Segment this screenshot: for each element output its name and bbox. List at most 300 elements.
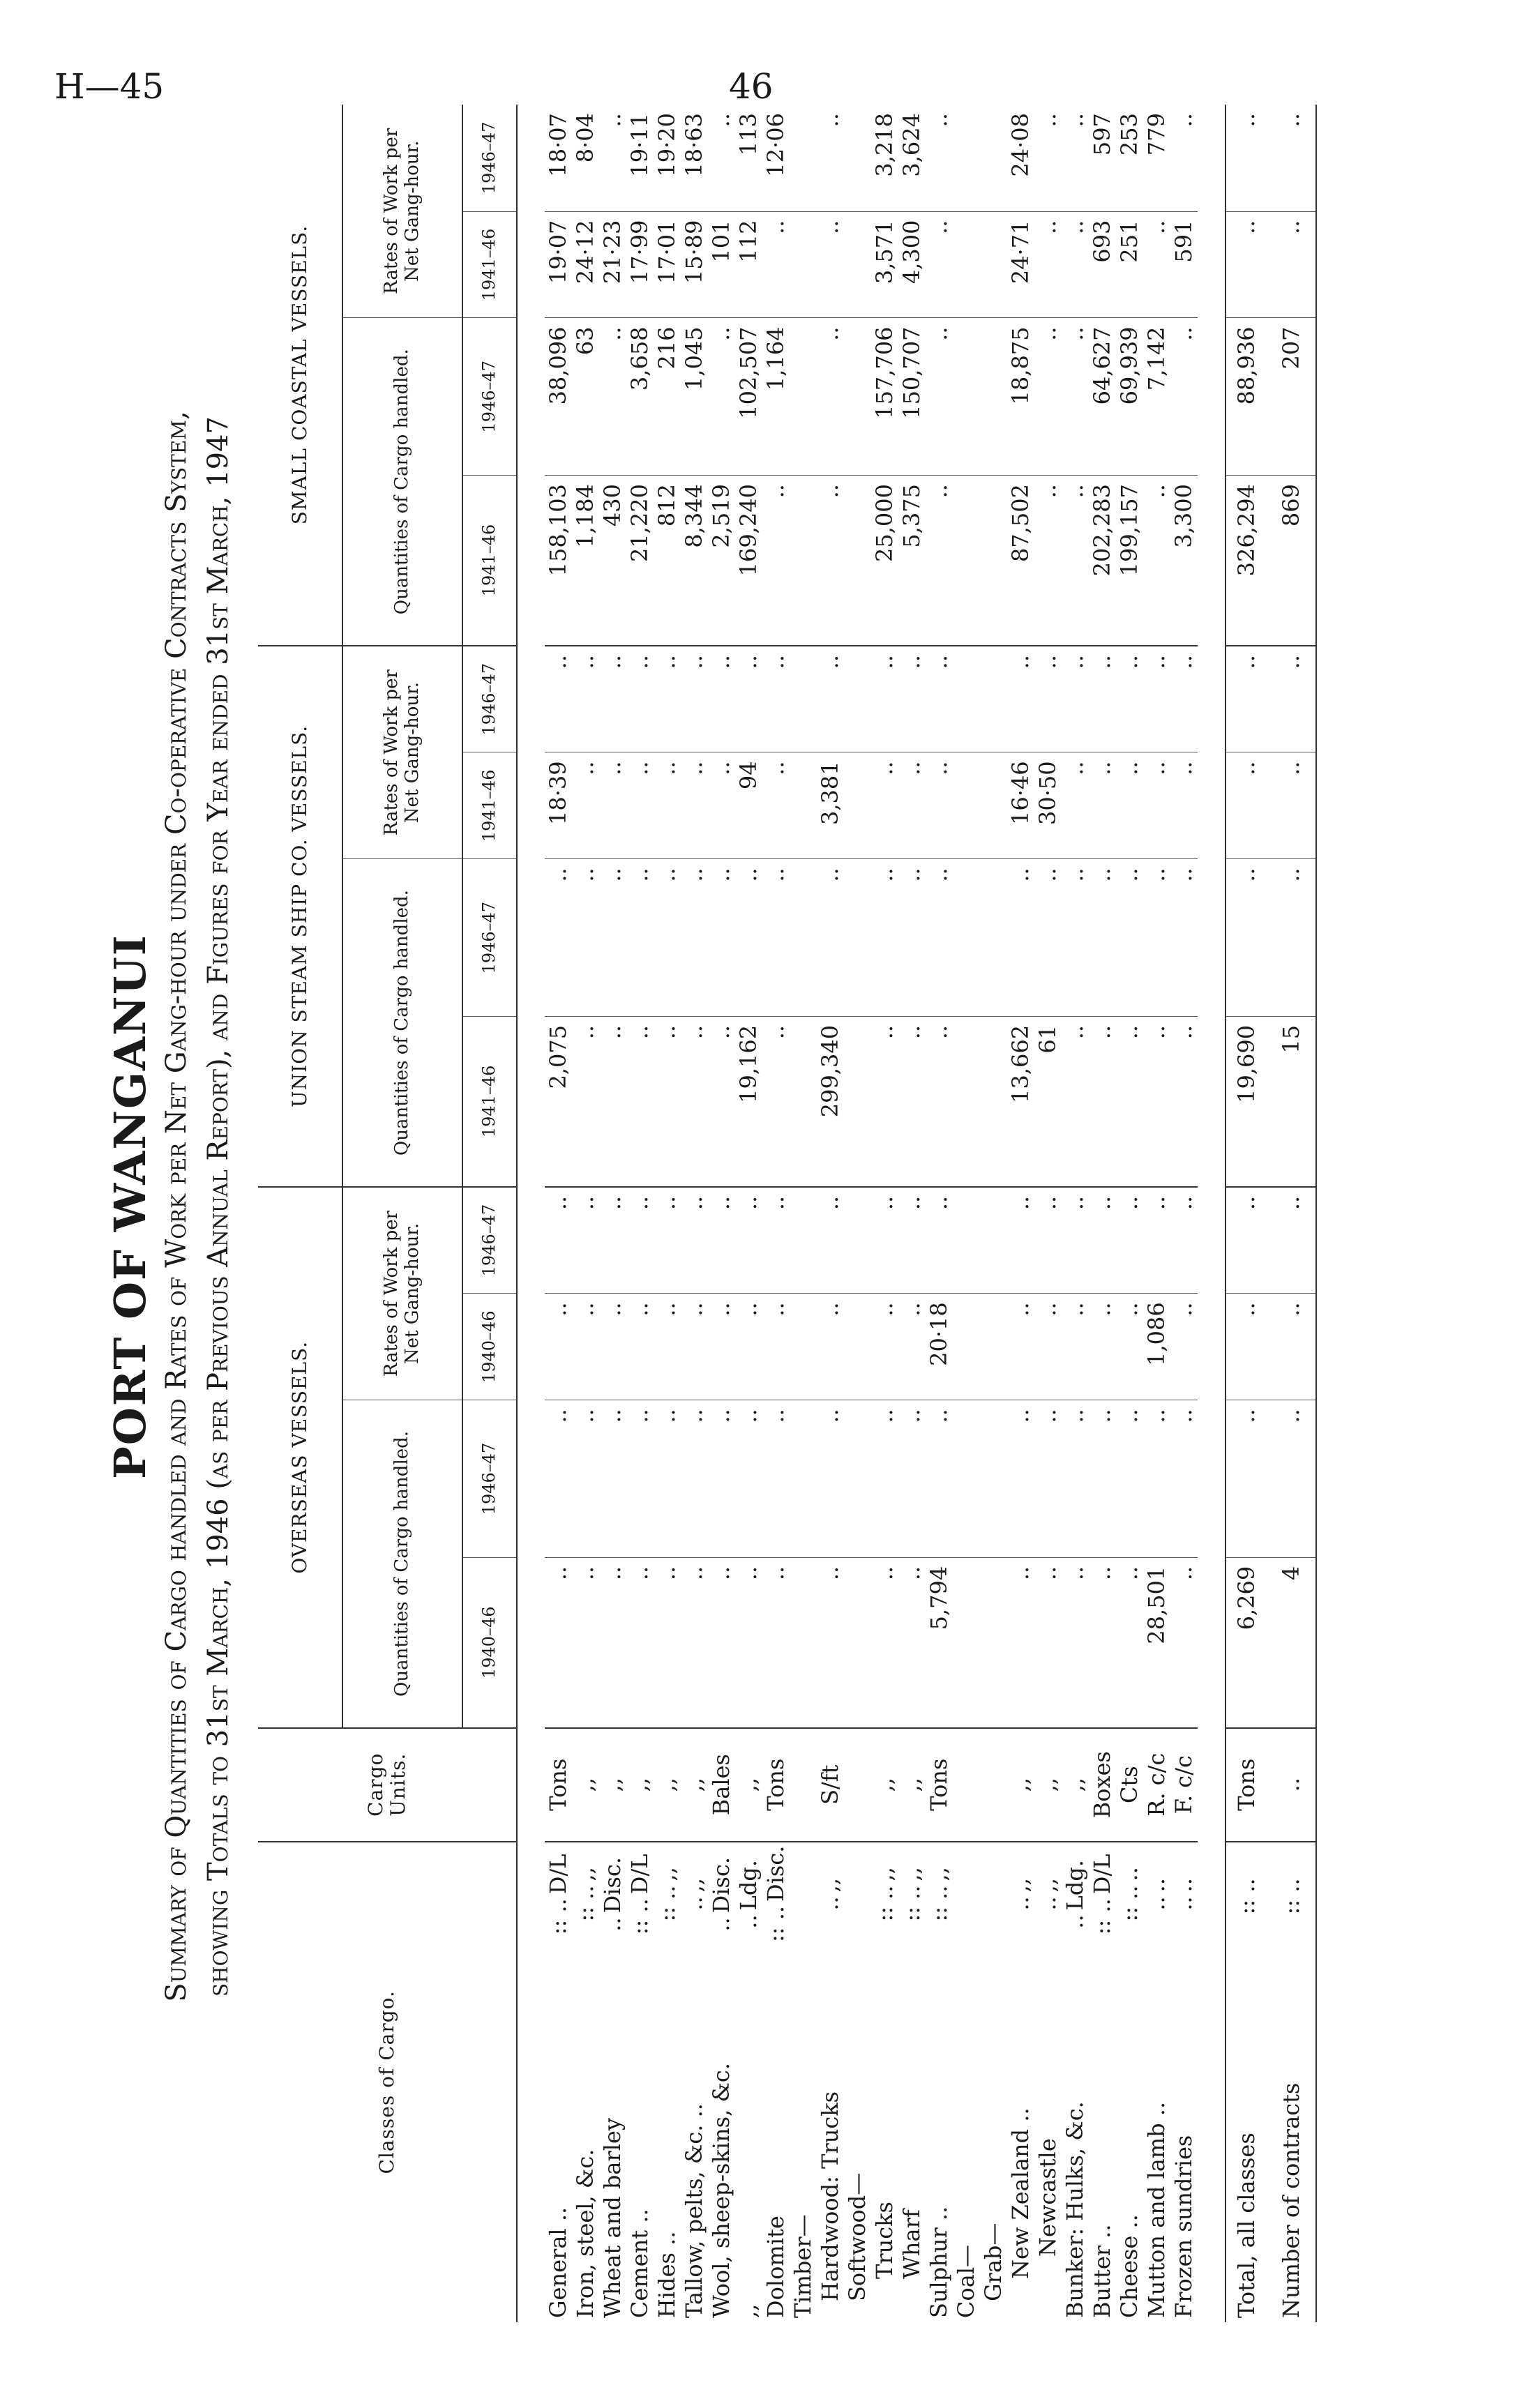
value-cell-ovq2: ..	[545, 1400, 572, 1558]
value-cell-usq1: ..	[599, 1016, 626, 1186]
value-cell-usr1: 30·50	[1034, 752, 1062, 859]
value-cell-ovq1: ..	[1170, 1557, 1198, 1727]
cargo-unit: ,,	[572, 1728, 599, 1842]
value-cell-scq1: 430	[599, 476, 626, 646]
handling-mode	[926, 1842, 953, 1946]
value-cell-scr2: 18·63	[681, 105, 708, 211]
leader-dots: ..	[1170, 1896, 1197, 1911]
value-cell-scq1	[980, 476, 1007, 646]
cargo-class-label: Softwood—	[844, 2172, 870, 2301]
value-cell-ovr1: 20·18	[926, 1294, 953, 1400]
cargo-class-label: Iron, steel, &c.	[572, 2149, 598, 2318]
value-cell-usq2: ..	[1225, 859, 1267, 1017]
value-cell-scq1: ..	[1062, 476, 1089, 646]
value-cell-usq2: ..	[926, 859, 953, 1017]
value-cell-ovq1: 6,269	[1225, 1557, 1267, 1727]
cargo-unit: F. c/c	[1170, 1728, 1198, 1842]
value-cell-ovr1: ..	[898, 1294, 926, 1400]
value-cell-usq1: ..	[898, 1016, 926, 1186]
value-cell-usr1: ..	[1170, 752, 1198, 859]
value-cell-scr2: 597	[1089, 105, 1116, 211]
handling-mode	[1143, 1842, 1170, 1946]
handling-mode	[1062, 1842, 1089, 1946]
value-cell-usq2: ..	[871, 859, 898, 1017]
cargo-class-label: Grab—	[980, 2223, 1006, 2301]
value-cell-scq1: ..	[762, 476, 790, 646]
value-cell-usr2: ..	[817, 646, 844, 752]
value-cell-ovr2: ..	[654, 1187, 681, 1294]
value-cell-ovq1: ..	[1034, 1557, 1062, 1727]
value-cell-scr2: 12·06	[762, 105, 790, 211]
value-cell-usq1: ..	[1116, 1016, 1143, 1186]
value-cell-ovq2: ..	[926, 1400, 953, 1558]
handling-mode	[1170, 1842, 1198, 1946]
value-cell-usr1: ..	[654, 752, 681, 859]
value-cell-ovr2: ..	[1062, 1187, 1089, 1294]
value-cell-scq2: 63	[572, 318, 599, 476]
value-cell-ovq1: ..	[817, 1557, 844, 1727]
value-cell-ovq2	[980, 1400, 1007, 1558]
handling-mode	[708, 1842, 735, 1946]
value-cell-ovq2: ..	[1143, 1400, 1170, 1558]
value-cell-ovq2	[953, 1400, 980, 1558]
total-row	[1225, 105, 1267, 2322]
value-cell-usq1: ..	[1062, 1016, 1089, 1186]
value-cell-ovr2: ..	[871, 1187, 898, 1294]
value-cell-usr1: ..	[599, 752, 626, 859]
value-cell-ovq2: ..	[1062, 1400, 1089, 1558]
value-cell-scr1: 24·12	[572, 211, 599, 318]
cargo-class-label: Cheese ..	[1116, 2214, 1142, 2318]
value-cell-ovr1: ..	[599, 1294, 626, 1400]
value-cell-scq1	[790, 476, 817, 646]
value-cell-usq1	[980, 1016, 1007, 1186]
handling-mode-value: Disc.	[708, 1856, 734, 1914]
cargo-unit	[953, 1728, 980, 1842]
cargo-class-label: Coal—	[953, 2244, 979, 2318]
value-cell-scq1: 2,519	[708, 476, 735, 646]
value-cell-scq1: 1,184	[572, 476, 599, 646]
cargo-unit: ,,	[1034, 1728, 1062, 1842]
cargo-class-label: Total, all classes	[1225, 1946, 1267, 2322]
value-cell-usq2: ..	[599, 859, 626, 1017]
value-cell-scq2: ..	[708, 318, 735, 476]
cargo-class-label: Bunker: Hulks, &c.	[1062, 2101, 1088, 2318]
value-cell-scq2: 64,627	[1089, 318, 1116, 476]
value-cell-ovr1: 1,086	[1143, 1294, 1170, 1400]
value-cell-usq1: 15	[1267, 1016, 1316, 1186]
value-cell-usq2	[844, 859, 871, 1017]
table-row	[844, 105, 871, 2322]
year-header: 1946–47	[462, 859, 517, 1017]
value-cell-usq1	[844, 1016, 871, 1186]
value-cell-usq2: ..	[545, 859, 572, 1017]
table-row	[545, 105, 572, 2322]
value-cell-ovr2: ..	[1116, 1187, 1143, 1294]
value-cell-scq2: 207	[1267, 318, 1316, 476]
value-cell-scq2	[980, 318, 1007, 476]
table-row	[1062, 105, 1089, 2322]
handling-mode	[1034, 1842, 1062, 1946]
value-cell-scr1: 24·71	[1007, 211, 1034, 318]
value-cell-scr1: 101	[708, 211, 735, 318]
value-cell-usq1: ..	[762, 1016, 790, 1186]
value-cell-scr1: ..	[762, 211, 790, 318]
value-cell-usr2: ..	[1170, 646, 1198, 752]
leader-dots: :: ..	[871, 1885, 898, 1922]
value-cell-scr1: 21·23	[599, 211, 626, 318]
value-cell-usq2: ..	[817, 859, 844, 1017]
cargo-unit: ,,	[681, 1728, 708, 1842]
value-cell-ovr2: ..	[1225, 1187, 1267, 1294]
value-cell-scq2: 69,939	[1116, 318, 1143, 476]
value-cell-usr1	[790, 752, 817, 859]
value-cell-scq2: 216	[654, 318, 681, 476]
cargo-unit: Tons	[762, 1728, 790, 1842]
cargo-unit: ..	[1267, 1728, 1316, 1842]
value-cell-scr1: ..	[1225, 211, 1267, 318]
table-row	[1143, 105, 1170, 2322]
handling-mode	[762, 1842, 790, 1946]
value-cell-ovq2: ..	[572, 1400, 599, 1558]
cargo-unit: ,,	[599, 1728, 626, 1842]
value-cell-ovq2: ..	[654, 1400, 681, 1558]
leader-dots: ..	[1062, 1914, 1088, 1929]
value-cell-ovr1: ..	[626, 1294, 654, 1400]
value-cell-scq1: ..	[926, 476, 953, 646]
cargo-units-header: Cargo Units.	[258, 1728, 517, 1842]
year-header: 1941–46	[462, 752, 517, 859]
value-cell-ovr1: ..	[1062, 1294, 1089, 1400]
value-cell-ovr1	[844, 1294, 871, 1400]
handling-mode-value: D/L	[1089, 1854, 1115, 1895]
cargo-unit: Cts	[1116, 1728, 1143, 1842]
value-cell-usq2: ..	[1007, 859, 1034, 1017]
value-cell-ovr2	[980, 1187, 1007, 1294]
table-row	[953, 105, 980, 2322]
handling-mode-value: ..	[1170, 1877, 1197, 1893]
value-cell-ovr1: ..	[762, 1294, 790, 1400]
cargo-class-label: Dolomite	[762, 2216, 789, 2318]
handling-mode	[898, 1842, 926, 1946]
value-cell-ovr1: ..	[817, 1294, 844, 1400]
value-cell-ovq1: ..	[1007, 1557, 1034, 1727]
value-cell-usq2: ..	[735, 859, 762, 1017]
value-cell-ovq2: ..	[708, 1400, 735, 1558]
handling-mode-value: ,,	[681, 1877, 707, 1893]
value-cell-ovr1: ..	[871, 1294, 898, 1400]
value-cell-ovr2: ..	[599, 1187, 626, 1294]
value-cell-ovq2: ..	[626, 1400, 654, 1558]
ov-rates-header: Rates of Work per Net Gang-hour.	[342, 1187, 462, 1400]
summary-title-line2: showing Totals to 31st March, 1946 (as per Previous Annual Report), and Figures for Year ended 31st March, 1947	[202, 416, 234, 1997]
year-header: 1946–47	[462, 1187, 517, 1294]
value-cell-ovr2: ..	[1007, 1187, 1034, 1294]
cargo-class-label: Hardwood: Trucks	[817, 2091, 843, 2301]
value-cell-usq1: ..	[1170, 1016, 1198, 1186]
handling-mode	[599, 1842, 626, 1946]
value-cell-ovq1	[953, 1557, 980, 1727]
value-cell-ovr2: ..	[762, 1187, 790, 1294]
value-cell-usq1: ..	[708, 1016, 735, 1186]
value-cell-ovr1: ..	[1267, 1294, 1316, 1400]
table-row	[1116, 105, 1143, 2322]
handling-mode	[817, 1842, 844, 1946]
table-row	[599, 105, 626, 2322]
value-cell-ovq1: ..	[681, 1557, 708, 1727]
handling-mode	[735, 1842, 762, 1946]
classes-of-cargo-header: Classes of Cargo.	[258, 1842, 517, 2322]
value-cell-scq2: 3,658	[626, 318, 654, 476]
value-cell-scr1	[844, 211, 871, 318]
value-cell-scr1: 4,300	[898, 211, 926, 318]
value-cell-ovq2: ..	[599, 1400, 626, 1558]
value-cell-ovr1: ..	[1034, 1294, 1062, 1400]
value-cell-usq2: ..	[1034, 859, 1062, 1017]
summary-title-line1: Summary of Quantities of Cargo handled and Rates of Work per Net Gang-hour under Co-operative Contracts System,	[160, 411, 193, 2002]
value-cell-scq1	[953, 476, 980, 646]
value-cell-scr2: ..	[817, 105, 844, 211]
value-cell-ovq1: 5,794	[926, 1557, 953, 1727]
value-cell-scr1: ..	[1034, 211, 1062, 318]
value-cell-scr2: ..	[1225, 105, 1267, 211]
value-cell-usr2: ..	[1267, 646, 1316, 752]
value-cell-scr2: 24·08	[1007, 105, 1034, 211]
cargo-unit: S/ft	[817, 1728, 844, 1842]
year-header: 1946–47	[462, 318, 517, 476]
cargo-class-label: Timber—	[790, 2214, 816, 2318]
value-cell-ovq2: ..	[1089, 1400, 1116, 1558]
handling-mode-value: ,,	[871, 1867, 898, 1881]
cargo-class-label: Sulphur ..	[926, 2206, 952, 2318]
value-cell-ovq2	[790, 1400, 817, 1558]
value-cell-usr1: ..	[1062, 752, 1089, 859]
value-cell-usq1: ..	[572, 1016, 599, 1186]
value-cell-scr1: 112	[735, 211, 762, 318]
cargo-unit: R. c/c	[1143, 1728, 1170, 1842]
value-cell-scq1: 158,103	[545, 476, 572, 646]
value-cell-ovq2: ..	[762, 1400, 790, 1558]
table-row	[681, 105, 708, 2322]
value-cell-usr1	[953, 752, 980, 859]
value-cell-scq2: ..	[817, 318, 844, 476]
value-cell-ovr1	[790, 1294, 817, 1400]
cargo-class-label: Wheat and barley	[599, 2118, 626, 2318]
value-cell-ovq1	[980, 1557, 1007, 1727]
value-cell-scq1: 21,220	[626, 476, 654, 646]
value-cell-ovr2: ..	[1034, 1187, 1062, 1294]
table-row	[1170, 105, 1198, 2322]
value-cell-ovr2	[844, 1187, 871, 1294]
leader-dots: :: ..	[1116, 1885, 1142, 1922]
handling-mode-value: Ldg.	[1062, 1859, 1088, 1911]
value-cell-usq2	[953, 859, 980, 1017]
value-cell-usq1: 61	[1034, 1016, 1062, 1186]
value-cell-ovq1: ..	[735, 1557, 762, 1727]
value-cell-ovr2: ..	[735, 1187, 762, 1294]
value-cell-scq2	[953, 318, 980, 476]
value-cell-ovq1	[790, 1557, 817, 1727]
value-cell-usr2	[844, 646, 871, 752]
value-cell-scr2: 3,218	[871, 105, 898, 211]
value-cell-usr2: ..	[735, 646, 762, 752]
value-cell-scq2: ..	[1062, 318, 1089, 476]
value-cell-usr2: ..	[871, 646, 898, 752]
table-body	[517, 105, 1322, 2322]
value-cell-ovr1: ..	[708, 1294, 735, 1400]
value-cell-scr1: ..	[1267, 211, 1316, 318]
handling-mode	[871, 1842, 898, 1946]
value-cell-usq2: ..	[626, 859, 654, 1017]
value-cell-usr2: ..	[626, 646, 654, 752]
value-cell-usq2: ..	[762, 859, 790, 1017]
value-cell-usr1: 94	[735, 752, 762, 859]
leader-dots: :: ..	[545, 1898, 571, 1935]
value-cell-usr1: ..	[626, 752, 654, 859]
leader-dots: ..	[708, 1917, 734, 1932]
contracts-row	[1267, 105, 1316, 2322]
value-cell-ovr1: ..	[735, 1294, 762, 1400]
value-cell-ovr1: ..	[1116, 1294, 1143, 1400]
value-cell-usq2: ..	[654, 859, 681, 1017]
ov-quantities-header: Quantities of Cargo handled.	[342, 1400, 462, 1728]
value-cell-ovq1: ..	[572, 1557, 599, 1727]
value-cell-ovr2: ..	[817, 1187, 844, 1294]
value-cell-scr2: ..	[1170, 105, 1198, 211]
value-cell-ovq2: ..	[1225, 1400, 1267, 1558]
handling-mode	[980, 1842, 1007, 1946]
cargo-unit: ,,	[1062, 1728, 1089, 1842]
value-cell-ovr1	[953, 1294, 980, 1400]
value-cell-usr2	[790, 646, 817, 752]
value-cell-scq1: 869	[1267, 476, 1316, 646]
value-cell-ovr1	[980, 1294, 1007, 1400]
value-cell-ovq1: ..	[898, 1557, 926, 1727]
overseas-vessels-header: OVERSEAS VESSELS.	[258, 1187, 342, 1728]
value-cell-usr2: ..	[1034, 646, 1062, 752]
value-cell-ovr2: ..	[681, 1187, 708, 1294]
value-cell-ovr1: ..	[545, 1294, 572, 1400]
cargo-class-label: New Zealand ..	[1007, 2107, 1034, 2279]
value-cell-scq2	[844, 318, 871, 476]
handling-mode	[654, 1842, 681, 1946]
value-cell-usq1: ..	[871, 1016, 898, 1186]
value-cell-scq2	[790, 318, 817, 476]
value-cell-scr1: ..	[926, 211, 953, 318]
leader-dots: :: ..	[626, 1898, 653, 1935]
table-row	[898, 105, 926, 2322]
value-cell-ovq2: ..	[1007, 1400, 1034, 1558]
value-cell-scr2: 779	[1143, 105, 1170, 211]
table-row	[626, 105, 654, 2322]
year-header: 1941–46	[462, 476, 517, 646]
value-cell-usr2: ..	[681, 646, 708, 752]
value-cell-scr2: ..	[1062, 105, 1089, 211]
value-cell-scr1: ..	[1143, 211, 1170, 318]
value-cell-usr1: ..	[708, 752, 735, 859]
value-cell-ovr2: ..	[898, 1187, 926, 1294]
value-cell-scr2	[844, 105, 871, 211]
value-cell-scr2	[953, 105, 980, 211]
page-number: 46	[729, 66, 774, 107]
value-cell-usq1: 19,690	[1225, 1016, 1267, 1186]
value-cell-usr2: ..	[708, 646, 735, 752]
value-cell-scq2: 38,096	[545, 318, 572, 476]
handling-mode-value: ,,	[1007, 1877, 1034, 1893]
value-cell-ovq1: ..	[654, 1557, 681, 1727]
value-cell-scq2: ..	[926, 318, 953, 476]
value-cell-scr1: ..	[817, 211, 844, 318]
value-cell-scq2: 157,706	[871, 318, 898, 476]
value-cell-usq2: ..	[1116, 859, 1143, 1017]
value-cell-scq1: 3,300	[1170, 476, 1198, 646]
value-cell-usr2	[953, 646, 980, 752]
handling-mode-value: ..	[1143, 1877, 1170, 1893]
value-cell-ovq1: 4	[1267, 1557, 1316, 1727]
value-cell-usq1: ..	[926, 1016, 953, 1186]
union-steam-ship-header: UNION STEAM SHIP CO. VESSELS.	[258, 646, 342, 1187]
handling-mode-value: Ldg.	[735, 1859, 762, 1911]
table-row	[708, 105, 735, 2322]
handling-mode-value: D/L	[545, 1854, 571, 1895]
value-cell-usr1: ..	[1143, 752, 1170, 859]
value-cell-ovr2	[953, 1187, 980, 1294]
cargo-unit: Bales	[708, 1728, 735, 1842]
handling-mode-value: ,,	[817, 1877, 843, 1893]
value-cell-usr1: ..	[762, 752, 790, 859]
value-cell-scq1: 169,240	[735, 476, 762, 646]
value-cell-usr1: 3,381	[817, 752, 844, 859]
table-row	[871, 105, 898, 2322]
value-cell-usr2: ..	[1143, 646, 1170, 752]
value-cell-usq2: ..	[708, 859, 735, 1017]
year-header: 1946–47	[462, 1400, 517, 1558]
value-cell-scq2: ..	[599, 318, 626, 476]
value-cell-usr2: ..	[1225, 646, 1267, 752]
value-cell-usr2: ..	[898, 646, 926, 752]
value-cell-ovq1: ..	[599, 1557, 626, 1727]
value-cell-ovq1	[844, 1557, 871, 1727]
value-cell-usq2	[980, 859, 1007, 1017]
value-cell-scr2: 19·11	[626, 105, 654, 211]
year-header: 1941–46	[462, 1016, 517, 1186]
cargo-unit: Tons	[545, 1728, 572, 1842]
handling-mode-value: ,,	[1034, 1877, 1061, 1893]
value-cell-ovr1: ..	[681, 1294, 708, 1400]
value-cell-scr2: ..	[708, 105, 735, 211]
value-cell-scq1: ..	[1143, 476, 1170, 646]
table-row	[790, 105, 817, 2322]
table-row	[1007, 105, 1034, 2322]
cargo-unit	[980, 1728, 1007, 1842]
cargo-unit: Tons	[926, 1728, 953, 1842]
value-cell-scr2: 113	[735, 105, 762, 211]
value-cell-usq1	[790, 1016, 817, 1186]
value-cell-usq1: ..	[681, 1016, 708, 1186]
cargo-class-label: Wharf	[898, 2209, 925, 2279]
page-header-code: H—45	[54, 66, 165, 107]
handling-mode-value: ,,	[898, 1867, 925, 1881]
value-cell-ovr1: ..	[572, 1294, 599, 1400]
year-header: 1940–46	[462, 1294, 517, 1400]
year-header: 1946–47	[462, 105, 517, 211]
value-cell-ovr1: ..	[1007, 1294, 1034, 1400]
handling-mode-value: ,,	[654, 1867, 680, 1881]
value-cell-scr1: 17·99	[626, 211, 654, 318]
us-quantities-header: Quantities of Cargo handled.	[342, 859, 462, 1187]
port-title: PORT OF WANGANUI	[105, 934, 156, 1479]
handling-mode	[545, 1842, 572, 1946]
